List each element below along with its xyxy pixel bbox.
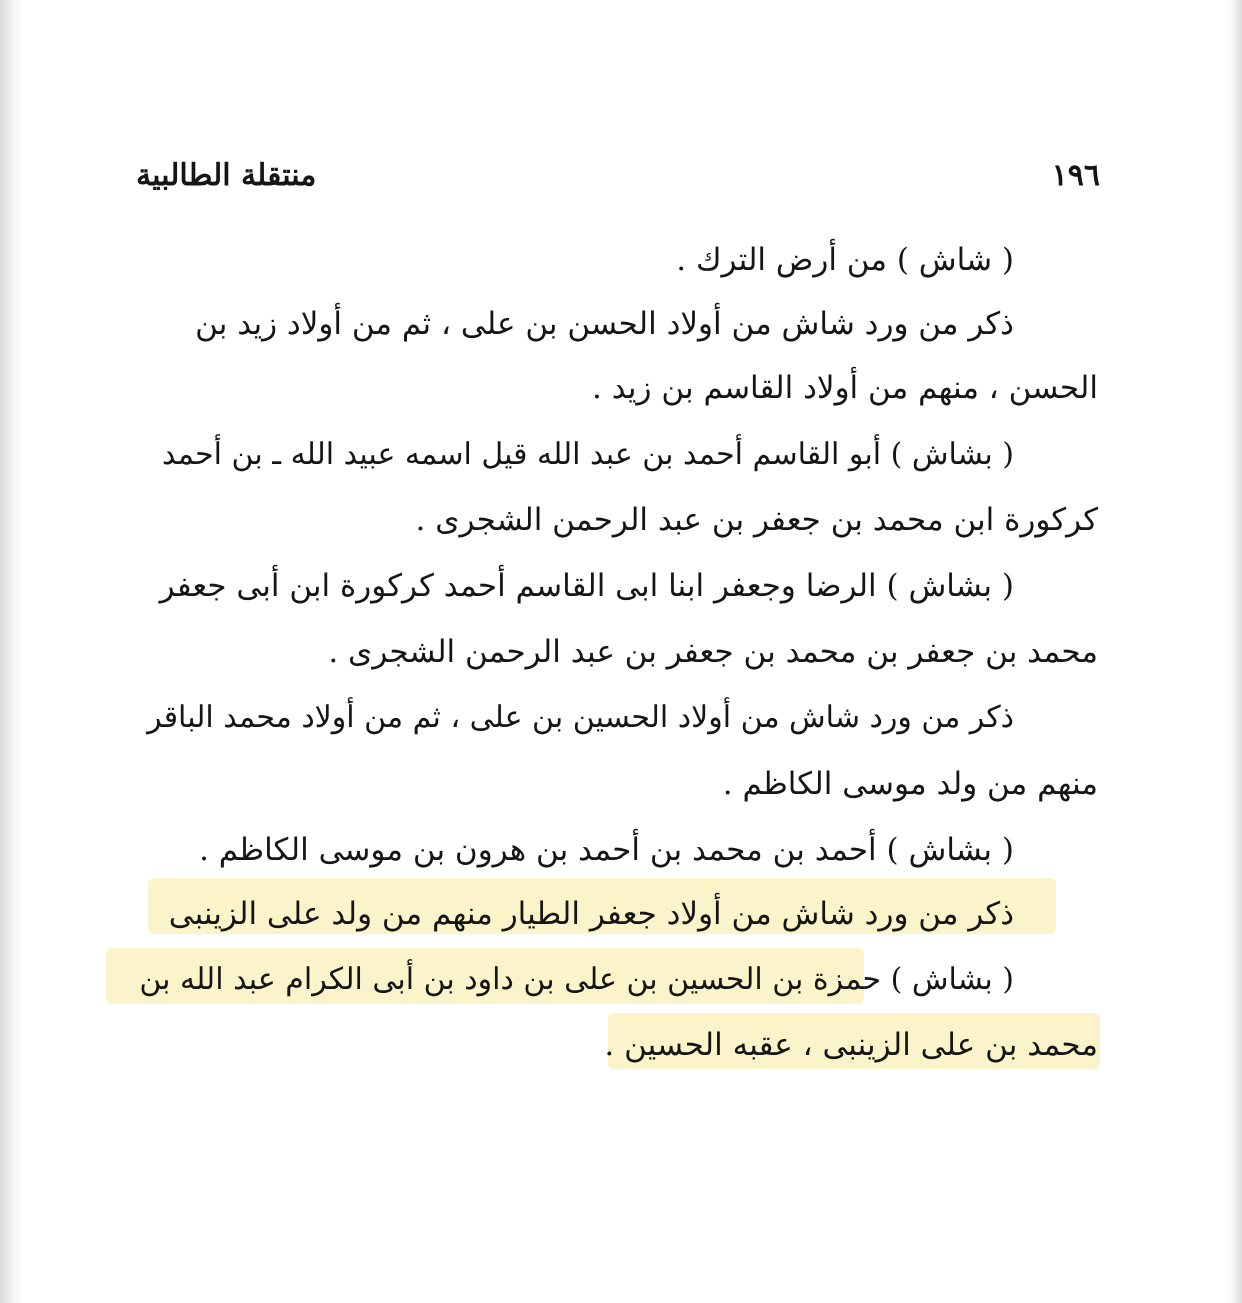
text-line: محمد بن على الزينبى ، عقبه الحسين . bbox=[604, 1027, 1098, 1063]
text-line: ذكر من ورد شاش من أولاد الحسن بن على ، ثم من أولاد زيد بن bbox=[195, 306, 1014, 342]
text-line: ( بشاش ) حمزة بن الحسين بن على بن داود بن أبى الكرام عبد الله بن bbox=[139, 962, 1014, 997]
text-line: ( شاش ) من أرض الترك . bbox=[676, 242, 1014, 278]
page-header bbox=[136, 150, 1100, 200]
text-line: محمد بن جعفر بن محمد بن جعفر بن عبد الرحمن الشجرى . bbox=[328, 634, 1098, 670]
page-edge-shadow-right bbox=[1226, 0, 1242, 1303]
text-line: ( بشاش ) أحمد بن محمد بن أحمد بن هرون بن موسى الكاظم . bbox=[199, 832, 1014, 868]
text-line: ( بشاش ) الرضا وجعفر ابنا ابى القاسم أحمد كركورة ابن أبى جعفر bbox=[159, 568, 1014, 604]
page-edge-shadow-left bbox=[0, 0, 22, 1303]
text-line: ( بشاش ) أبو القاسم أحمد بن عبد الله قيل اسمه عبيد الله ـ بن أحمد bbox=[162, 437, 1014, 472]
text-line: ذكر من ورد شاش من أولاد جعفر الطيار منهم من ولد على الزينبى bbox=[168, 896, 1014, 932]
page-number: ١٩٦ bbox=[1051, 158, 1100, 193]
text-line: الحسن ، منهم من أولاد القاسم بن زيد . bbox=[591, 370, 1098, 406]
text-line: كركورة ابن محمد بن جعفر بن عبد الرحمن الشجرى . bbox=[415, 502, 1098, 538]
running-title: منتقلة الطالبية bbox=[136, 158, 317, 193]
text-line: منهم من ولد موسى الكاظم . bbox=[722, 766, 1098, 802]
text-line: ذكر من ورد شاش من أولاد الحسين بن على ، ثم من أولاد محمد الباقر bbox=[147, 700, 1014, 735]
